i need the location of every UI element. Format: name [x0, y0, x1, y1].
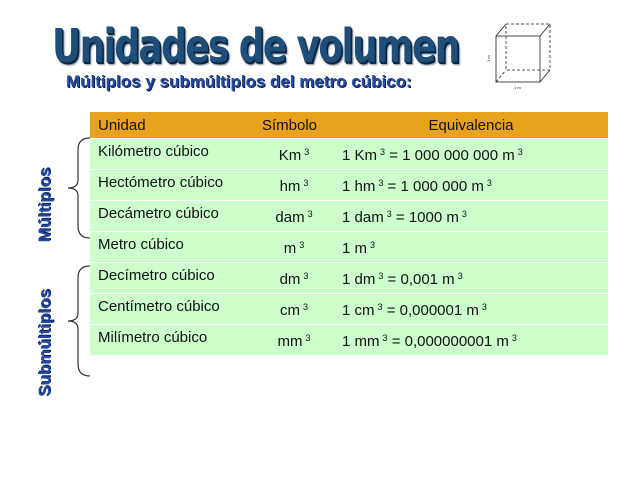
cell-simbolo	[254, 325, 334, 356]
table-row	[90, 294, 608, 325]
table-row	[90, 263, 608, 294]
cell-unidad: Decámetro cúbico	[90, 201, 254, 232]
cell-simbolo	[254, 294, 334, 325]
eq-right: = 1 000 000 m	[387, 178, 484, 195]
eq-right-exponent: 3	[481, 302, 487, 312]
cell-unidad: Decímetro cúbico	[90, 263, 254, 294]
cell-equivalencia	[334, 170, 608, 201]
page-title: Unidades de volumen	[52, 19, 459, 73]
symbol-text: Km	[278, 147, 302, 164]
cell-unidad: Centímetro cúbico	[90, 294, 254, 325]
symbol-text: dm	[279, 271, 301, 288]
table-row	[90, 201, 608, 232]
symbol-exponent: 3	[307, 209, 313, 219]
cell-equivalencia	[334, 325, 608, 356]
eq-left-exponent: 3	[378, 178, 384, 188]
eq-left-exponent: 3	[386, 209, 392, 219]
table-row	[90, 139, 608, 170]
symbol-exponent: 3	[299, 240, 305, 250]
symbol-exponent: 3	[303, 178, 309, 188]
symbol-exponent: 3	[304, 147, 310, 157]
eq-left: 1 mm	[342, 333, 380, 350]
cell-simbolo	[254, 232, 334, 263]
symbol-text: m	[283, 240, 297, 257]
eq-left: 1 m	[342, 240, 368, 257]
cell-equivalencia	[334, 201, 608, 232]
units-table	[90, 112, 608, 356]
eq-right-exponent: 3	[486, 178, 492, 188]
symbol-text: cm	[279, 302, 300, 319]
table-row	[90, 232, 608, 263]
eq-right: = 1 000 000 000 m	[389, 147, 515, 164]
eq-right: = 0,000001 m	[386, 302, 479, 319]
cube-left-label: 1 m	[486, 55, 491, 62]
cell-simbolo	[254, 170, 334, 201]
eq-right-exponent: 3	[457, 271, 463, 281]
cell-simbolo	[254, 263, 334, 294]
eq-right-exponent: 3	[461, 209, 467, 219]
cell-unidad: Hectómetro cúbico	[90, 170, 254, 201]
eq-left-exponent: 3	[382, 333, 388, 343]
eq-left: 1 hm	[342, 178, 376, 195]
header-equivalencia: Equivalencia	[334, 112, 608, 139]
cell-equivalencia	[334, 232, 608, 263]
symbol-exponent: 3	[305, 333, 311, 343]
cell-equivalencia	[334, 263, 608, 294]
submultiplos-label: Submúltiplos	[35, 289, 54, 397]
eq-left: 1 Km	[342, 147, 378, 164]
eq-left: 1 dm	[342, 271, 376, 288]
multiplos-label: Múltiplos	[35, 167, 54, 243]
eq-right: = 0,001 m	[387, 271, 455, 288]
cell-simbolo	[254, 139, 334, 170]
symbol-text: mm	[277, 333, 303, 350]
symbol-exponent: 3	[302, 302, 308, 312]
submultiplos-brace	[60, 264, 92, 378]
eq-left: 1 dam	[342, 209, 384, 226]
cube-illustration	[486, 18, 556, 92]
header-simbolo: Símbolo	[254, 112, 334, 139]
cell-unidad: Milímetro cúbico	[90, 325, 254, 356]
eq-right-exponent: 3	[511, 333, 517, 343]
cell-equivalencia	[334, 139, 608, 170]
multiplos-brace	[60, 136, 92, 240]
eq-right-exponent: 3	[517, 147, 523, 157]
eq-left-exponent: 3	[377, 302, 383, 312]
eq-left-exponent: 3	[380, 147, 386, 157]
eq-right: = 0,000000001 m	[391, 333, 509, 350]
symbol-text: dam	[275, 209, 305, 226]
table-row	[90, 170, 608, 201]
cube-bottom-label: 1 m	[514, 85, 521, 90]
table-row	[90, 325, 608, 356]
symbol-exponent: 3	[303, 271, 309, 281]
subtitle: Múltiplos y submúltiplos del metro cúbico:	[66, 72, 412, 91]
cell-equivalencia	[334, 294, 608, 325]
header-unidad: Unidad	[90, 112, 254, 139]
eq-left: 1 cm	[342, 302, 375, 319]
eq-left-exponent: 3	[370, 240, 376, 250]
eq-right: = 1000 m	[395, 209, 459, 226]
eq-left-exponent: 3	[378, 271, 384, 281]
cell-simbolo	[254, 201, 334, 232]
cell-unidad: Kilómetro cúbico	[90, 139, 254, 170]
table-header-row	[90, 112, 608, 139]
cell-unidad: Metro cúbico	[90, 232, 254, 263]
symbol-text: hm	[279, 178, 301, 195]
